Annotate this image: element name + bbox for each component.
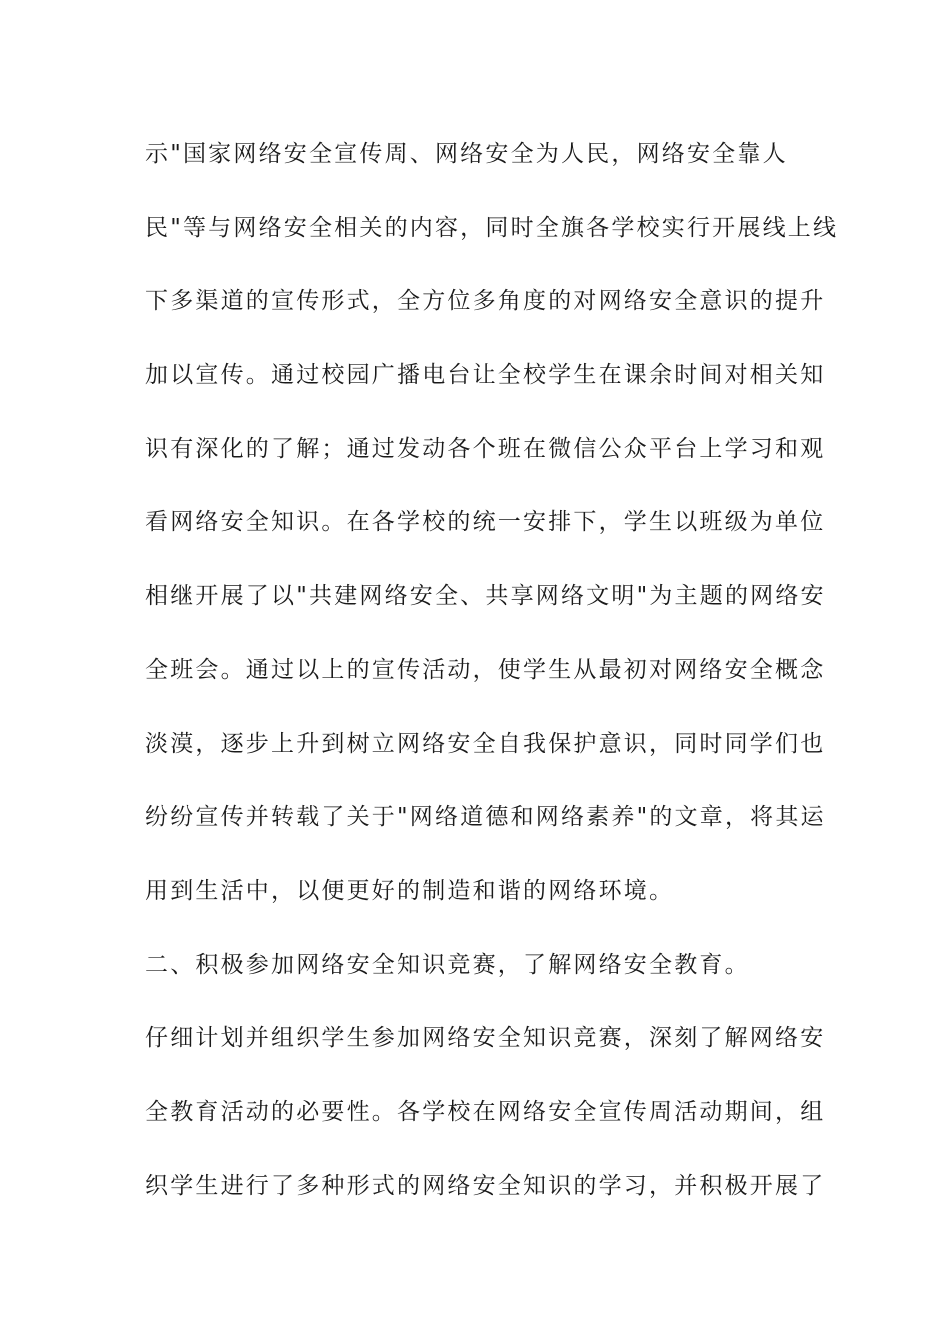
text-line-4: 加以宣传。通过校园广播电台让全校学生在课余时间对相关知 — [145, 362, 826, 389]
text-line-7: 相继开展了以"共建网络安全、共享网络文明"为主题的网络安 — [145, 583, 826, 610]
text-line-14: 全教育活动的必要性。各学校在网络安全宣传周活动期间，组 — [145, 1098, 826, 1125]
text-line-1: 示"国家网络安全宣传周、网络安全为人民，网络安全靠人 — [145, 141, 788, 167]
document-body — [145, 134, 839, 1239]
text-line-15: 织学生进行了多种形式的网络安全知识的学习，并积极开展了 — [145, 1172, 826, 1199]
text-line-8: 全班会。通过以上的宣传活动，使学生从最初对网络安全概念 — [145, 656, 826, 683]
text-line-5: 识有深化的了解；通过发动各个班在微信公众平台上学习和观 — [145, 435, 826, 462]
text-line-2: 民"等与网络安全相关的内容，同时全旗各学校实行开展线上线 — [145, 214, 839, 241]
text-line-3: 下多渠道的宣传形式，全方位多角度的对网络安全意识的提升 — [145, 288, 826, 315]
text-line-6: 看网络安全知识。在各学校的统一安排下，学生以班级为单位 — [145, 509, 826, 536]
text-line-13: 仔细计划并组织学生参加网络安全知识竞赛，深刻了解网络安 — [145, 1025, 826, 1052]
section-heading: 二、积极参加网络安全知识竞赛，了解网络安全教育。 — [145, 951, 750, 978]
text-line-10: 纷纷宣传并转载了关于"网络道德和网络素养"的文章，将其运 — [145, 804, 826, 831]
text-line-11: 用到生活中，以便更好的制造和谐的网络环境。 — [145, 877, 675, 904]
text-line-9: 淡漠，逐步上升到树立网络安全自我保护意识，同时同学们也 — [145, 730, 826, 757]
